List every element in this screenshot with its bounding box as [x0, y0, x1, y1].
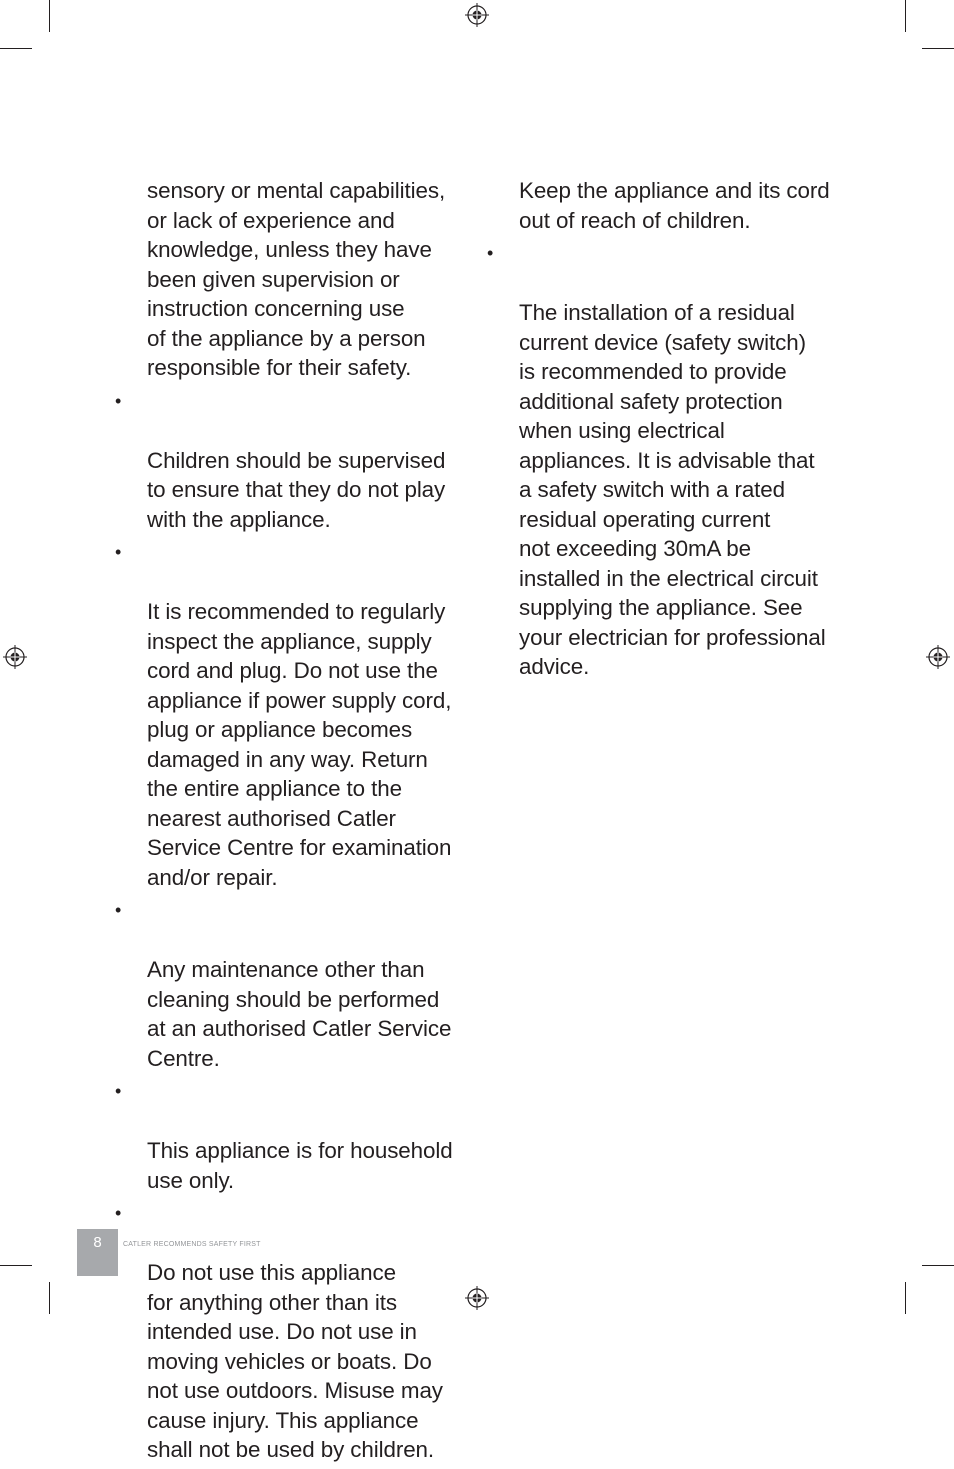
registration-mark-icon — [3, 645, 27, 669]
running-footer-title: CATLER RECOMMENDS SAFETY FIRST — [123, 1241, 261, 1248]
crop-mark-bottom-right-horizontal — [922, 1265, 954, 1266]
list-item-text: This appliance is for household use only. — [147, 1138, 453, 1193]
bullet-icon: • — [115, 900, 122, 920]
left-column — [113, 176, 473, 1469]
page-number-tab — [77, 1229, 118, 1276]
bullet-icon: • — [115, 1203, 122, 1223]
crop-mark-bottom-left-vertical — [49, 1282, 50, 1314]
right-column — [485, 176, 845, 686]
list-item-text: Children should be supervised to ensure that they do not play with the appliance. — [147, 447, 446, 532]
list-item-text: Any maintenance other than cleaning should be performed at an authorised Catler Service Centre. — [147, 957, 452, 1071]
list-item-text: It is recommended to regularly inspect the appliance, supply cord and plug. Do not use the appliance if power supply cord, plug or appliance becomes damaged in any way. Return the entire appliance to the nearest authorised Catler Service Centre for examination and/or repair. — [147, 599, 452, 890]
list-item — [113, 538, 473, 892]
crop-mark-bottom-left-horizontal — [0, 1265, 32, 1266]
crop-mark-top-left-vertical — [49, 0, 50, 32]
list-item-text: The installation of a residual current device (safety switch) is recommended to provide additional safety protection when using electrical appliances. It is advisable that a safety switch with a rated residual operating current not exceeding 30mA be installed in the electrical circuit supplying the appliance. See your electrician for professional advice. — [519, 300, 826, 679]
bullet-icon: • — [115, 542, 122, 562]
crop-mark-bottom-right-vertical — [905, 1282, 906, 1314]
list-item — [113, 1077, 473, 1195]
bullet-icon: • — [115, 390, 122, 411]
crop-mark-top-left-horizontal — [0, 48, 32, 49]
list-item-text: Do not use this appliance for anything other than its intended use. Do not use in moving vehicles or boats. Do not use outdoors. Misuse may cause injury. This appliance shall not be used by children. — [147, 1260, 443, 1462]
registration-mark-icon — [465, 3, 489, 27]
registration-mark-icon — [926, 645, 950, 669]
page-number: 8 — [93, 1234, 102, 1251]
list-item — [113, 1199, 473, 1465]
list-item — [113, 896, 473, 1073]
list-item — [113, 387, 473, 535]
continuation-paragraph: sensory or mental capabilities, or lack of experience and knowledge, unless they have been given supervision or instruction concerning use of the appliance by a person responsible for their safety. — [147, 178, 446, 380]
continuation-paragraph: Keep the appliance and its cord out of reach of children. — [519, 178, 830, 233]
bullet-icon: • — [487, 243, 494, 263]
crop-mark-top-right-vertical — [905, 0, 906, 32]
bullet-icon: • — [115, 1081, 122, 1101]
crop-mark-top-right-horizontal — [922, 48, 954, 49]
list-item — [485, 239, 845, 682]
